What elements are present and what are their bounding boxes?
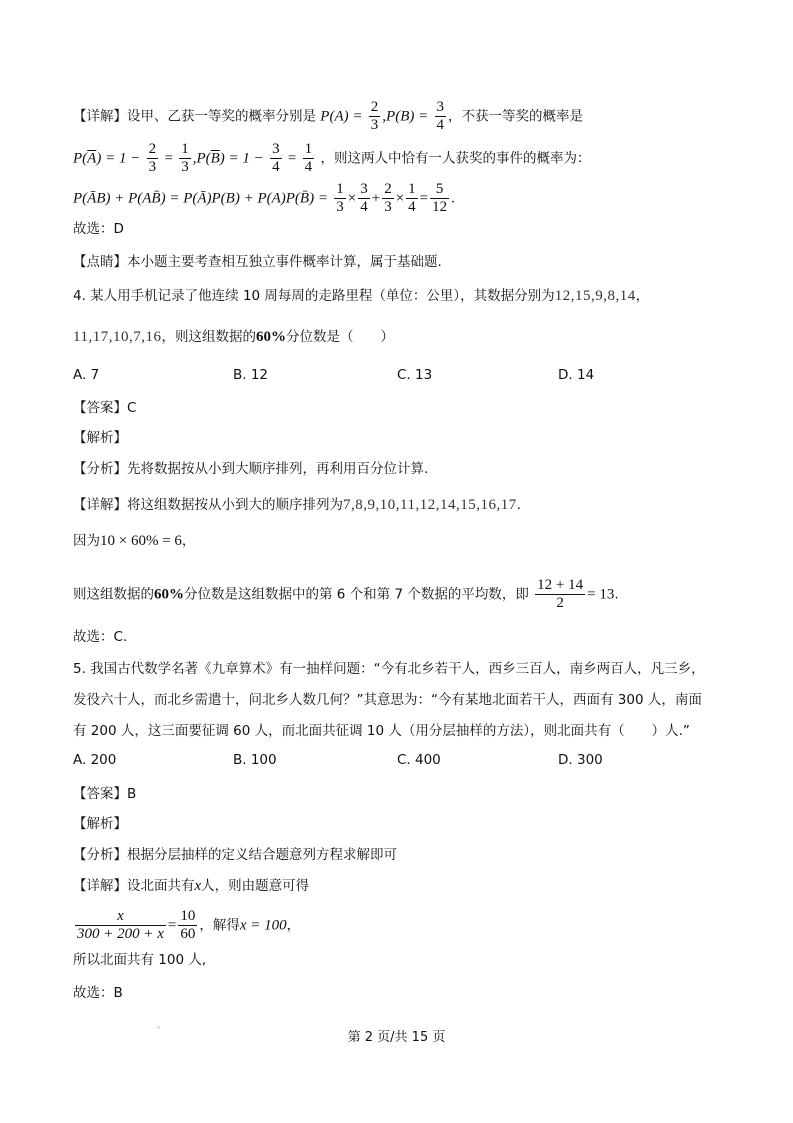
q5-final: 故选：B [73, 985, 123, 1001]
q3-comment: 【点睛】本小题主要考查相互独立事件概率计算，属于基础题. [73, 254, 442, 270]
q4-option-a: A. 7 [73, 367, 100, 383]
fraction: $\frac{x}{300 + 200 + x}$ [77, 908, 164, 942]
q5-fenxi: 【分析】根据分层抽样的定义结合题意列方程求解即可 [73, 847, 397, 863]
q5-equation: $\frac{x}{300 + 200 + x}$ = $\frac{10}{60}$ ，解得x = 100， [77, 908, 301, 942]
q5-answer: 【答案】B [73, 786, 137, 802]
fraction: $\frac{3}{4}$ [360, 181, 368, 215]
fraction: $\frac{1}{3}$ [181, 141, 189, 175]
q4-stem-line1: 4. 某人用手机记录了他连续 10 周每周的走路里程（单位：公里），其数据分别为12,15,9,8,14， [73, 288, 650, 304]
q5-option-c: C. 400 [397, 752, 441, 768]
fraction: $\frac{2}{3}$ [370, 99, 379, 133]
fraction: $\frac{1}{3}$ [336, 181, 344, 215]
q5-option-b: B. 100 [233, 752, 277, 768]
q3-probability-line: P(ĀB) + P(AB̄) = P(Ā)P(B) + P(A)P(B̄) = $\frac{1}{3}$ × $\frac{3}{4}$ + $\frac{2}{3}$ × $\frac{1}{4}$ = $\frac{5}{12}$ . [73, 181, 455, 215]
fraction: $\frac{10}{60}$ [180, 908, 196, 942]
q5-option-d: D. 300 [558, 752, 603, 768]
q5-detail: 【详解】设北面共有x人，则由题意可得 [73, 878, 310, 894]
q4-option-d: D. 14 [558, 367, 595, 383]
fraction: $\frac{12 + 14}{2}$ [537, 577, 584, 611]
q4-detail: 【详解】将这组数据按从小到大的顺序排列为7,8,9,10,11,12,14,15,16,17. [73, 497, 521, 513]
q3-detail-line: 【详解】设甲、乙获一等奖的概率分别是 P(A) = $\frac{2}{3}$ ,P(B) = $\frac{3}{4}$ ，不获一等奖的概率是 [73, 99, 584, 133]
fraction: $\frac{1}{4}$ [304, 141, 313, 175]
q5-stem-line1: 5. 我国古代数学名著《九章算术》有一抽样问题：“今有北乡若干人，西乡三百人，南乡两百人，凡三乡， [73, 661, 705, 677]
q3-answer: 故选：D [73, 221, 124, 237]
fraction: $\frac{1}{4}$ [408, 181, 416, 215]
q3-complement-line: $P(\overline{A}) = 1$ − $\frac{2}{3}$ = $\frac{1}{3}$ $,P(\overline{B}) = 1$ − $\frac{3}{4}$ = $\frac{1}{4}$ ，则这两人中恰有一人获奖的事件的概率为： [73, 141, 591, 175]
q5-option-a: A. 200 [73, 752, 117, 768]
detail-label: 【详解】 [73, 108, 127, 125]
fraction: $\frac{3}{4}$ [436, 99, 445, 133]
q5-so: 所以北面共有 100 人, [73, 952, 207, 968]
q4-option-c: C. 13 [397, 367, 433, 383]
fraction: $\frac{2}{3}$ [384, 181, 392, 215]
q4-final: 故选：C. [73, 629, 128, 645]
q4-answer: 【答案】C [73, 400, 137, 416]
q5-stem-line3: 有 200 人，这三面要征调 60 人，而北面共征调 10 人（用分层抽样的方法），则北面共有（ ）人.” [73, 723, 690, 739]
fraction: $\frac{5}{12}$ [432, 181, 448, 215]
q4-because: 因为10 × 60% = 6， [73, 533, 196, 549]
q4-option-b: B. 12 [233, 367, 269, 383]
q4-stem-line2: 11,17,10,7,16，则这组数据的60%分位数是（ ） [73, 329, 394, 345]
q4-analysis-label: 【解析】 [73, 430, 127, 446]
page-footer: 第 2 页/共 15 页 [347, 1030, 446, 1045]
q4-fenxi: 【分析】先将数据按从小到大顺序排列，再利用百分位计算. [73, 461, 429, 477]
fraction: $\frac{2}{3}$ [148, 141, 157, 175]
fraction: $\frac{3}{4}$ [272, 141, 280, 175]
q5-analysis-label: 【解析】 [73, 816, 127, 832]
q5-stem-line2: 发役六十人，而北乡需遣十，问北乡人数几何？”其意思为：“今有某地北面若干人，西面有 300 人，南面 [73, 692, 702, 708]
q4-conclusion: 则这组数据的60%分位数是这组数据中的第 6 个和第 7 个数据的平均数，即 $\frac{12 + 14}{2}$ = 13. [73, 577, 619, 611]
